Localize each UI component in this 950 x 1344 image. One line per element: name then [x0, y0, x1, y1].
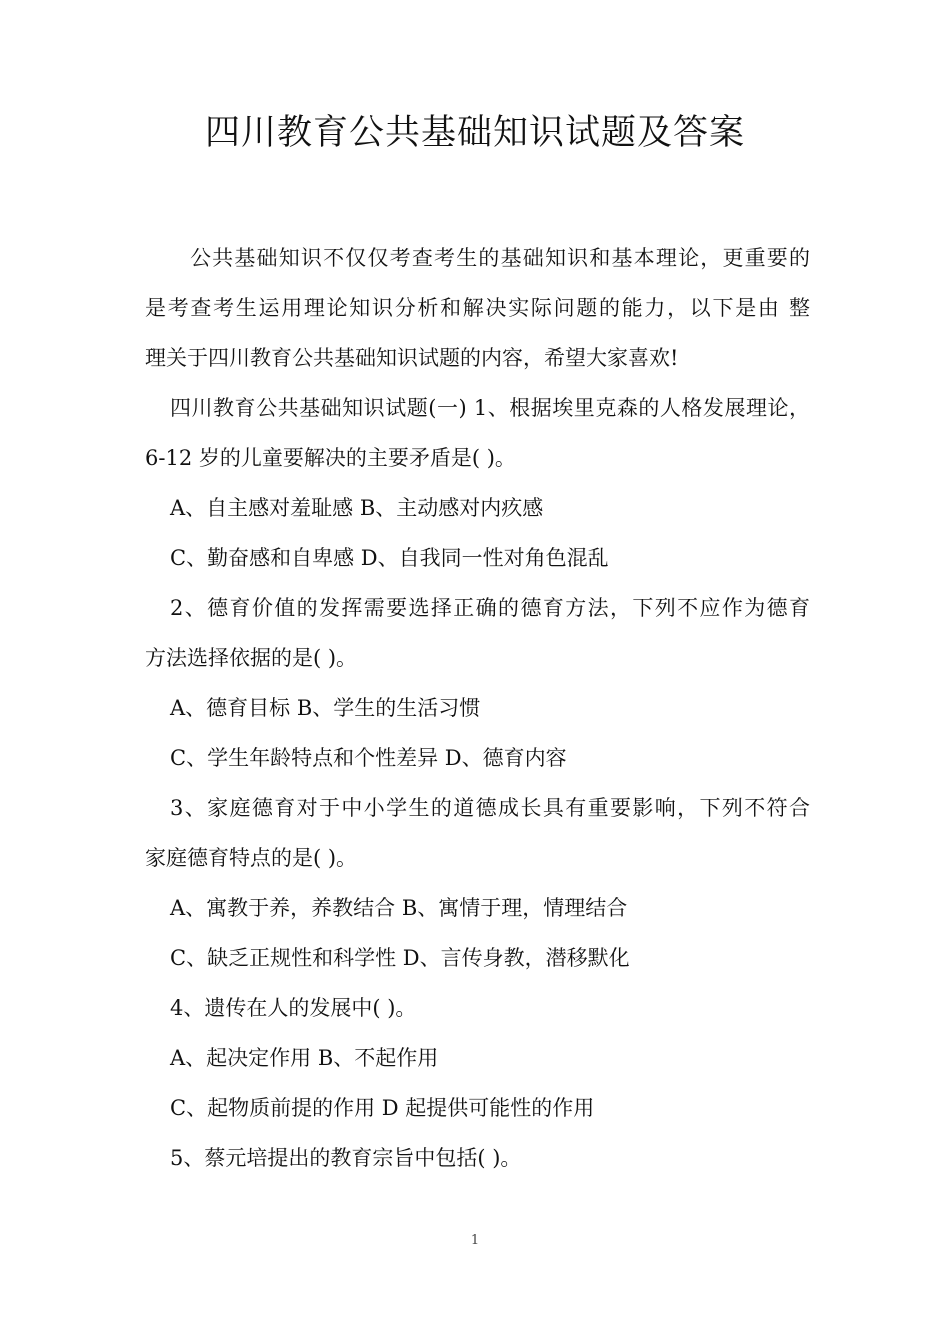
answer-options-line: A、寓教于养，养教结合 B、寓情于理，情理结合 [170, 896, 628, 920]
question-line: 3、家庭德育对于中小学生的道德成长具有重要影响，下列不符合 [170, 796, 810, 820]
answer-options-line: A、德育目标 B、学生的生活习惯 [170, 696, 481, 720]
page-number: 1 [470, 1233, 480, 1248]
question-line: 方法选择依据的是( )。 [145, 646, 358, 670]
paragraph-line: 理关于四川教育公共基础知识试题的内容，希望大家喜欢! [145, 346, 679, 370]
answer-options-line: C、缺乏正规性和科学性 D、言传身教，潜移默化 [170, 946, 630, 970]
answer-options-line: C、勤奋感和自卑感 D、自我同一性对角色混乱 [170, 546, 609, 570]
paragraph-line: 公共基础知识不仅仅考查考生的基础知识和基本理论，更重要的 [190, 246, 810, 270]
question-line: 家庭德育特点的是( )。 [145, 846, 358, 870]
answer-options-line: C、学生年龄特点和个性差异 D、德育内容 [170, 746, 567, 770]
document-title: 四川教育公共基础知识试题及答案 [204, 113, 745, 153]
question-line: 4、遗传在人的发展中( )。 [170, 996, 417, 1020]
question-line: 5、蔡元培提出的教育宗旨中包括( )。 [170, 1146, 522, 1170]
answer-options-line: A、自主感对羞耻感 B、主动感对内疚感 [170, 496, 544, 520]
question-line: 6-12 岁的儿童要解决的主要矛盾是( )。 [145, 446, 516, 470]
answer-options-line: A、起决定作用 B、不起作用 [170, 1046, 439, 1070]
document-body [145, 233, 810, 1183]
question-line: 四川教育公共基础知识试题(一) 1、根据埃里克森的人格发展理论， [170, 396, 810, 420]
question-line: 2、德育价值的发挥需要选择正确的德育方法，下列不应作为德育 [170, 596, 810, 620]
answer-options-line: C、起物质前提的作用 D 起提供可能性的作用 [170, 1096, 595, 1120]
paragraph-line: 是考查考生运用理论知识分析和解决实际问题的能力，以下是由 整 [145, 296, 810, 320]
